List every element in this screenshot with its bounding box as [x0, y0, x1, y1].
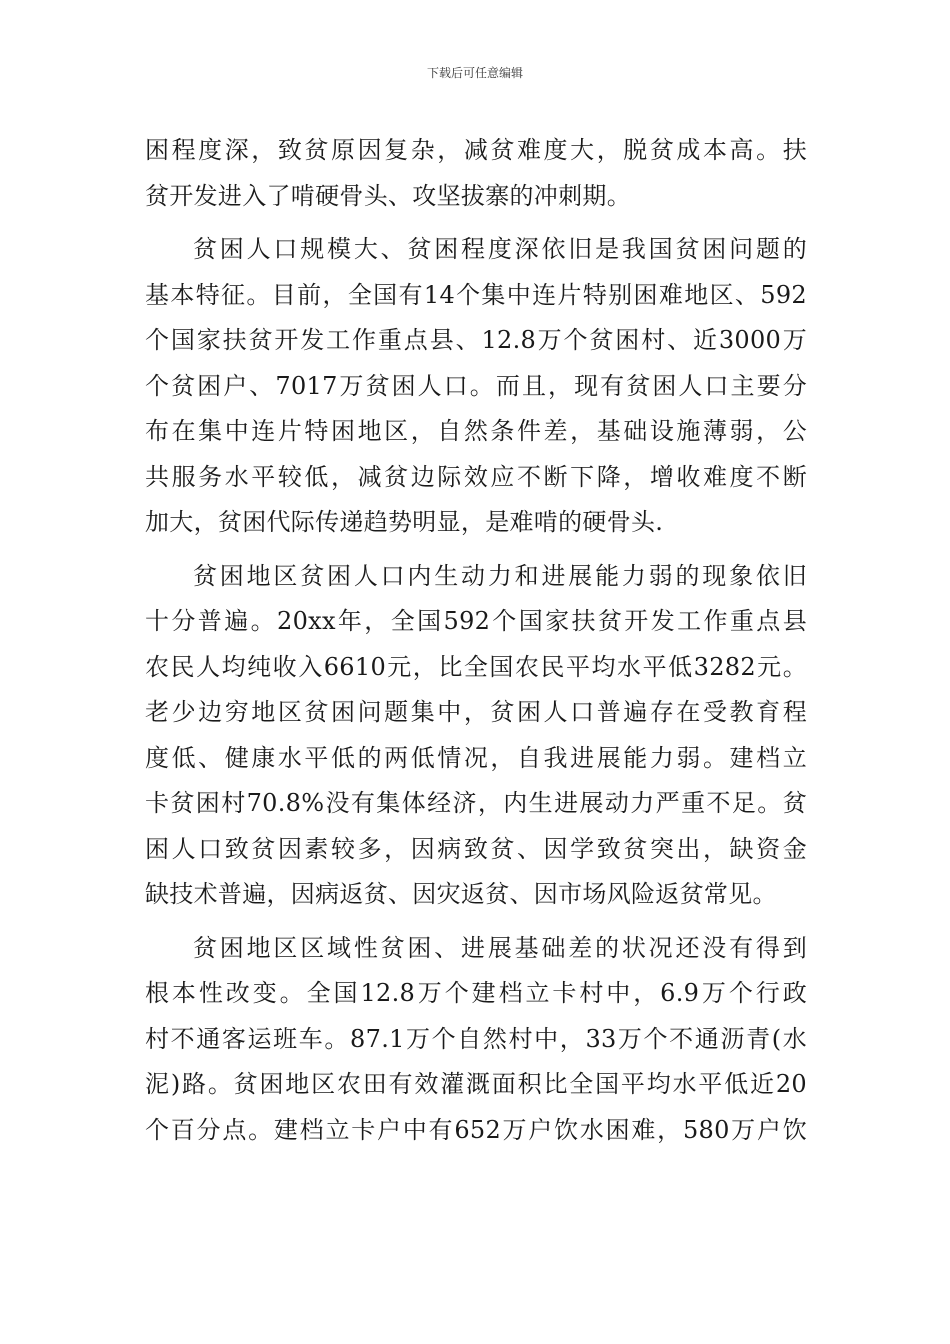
- paragraph-4: [145, 926, 807, 1154]
- text-line: 缺技术普遍，因病返贫、因灾返贫、因市场风险返贫常见。: [145, 880, 777, 908]
- text-line: 度低、健康水平低的两低情况，自我进展能力弱。建档立: [145, 743, 807, 772]
- text-line: 农民人均纯收入6610元，比全国农民平均水平低3282元。: [145, 652, 807, 681]
- text-line: 根本性改变。全国12.8万个建档立卡村中，6.9万个行政: [145, 979, 807, 1007]
- paragraph-3: [145, 554, 807, 918]
- text-line: 布在集中连片特困地区，自然条件差，基础设施薄弱，公: [145, 417, 807, 445]
- text-line: 贫开发进入了啃硬骨头、攻坚拔寨的冲刺期。: [145, 181, 631, 210]
- text-line: 困程度深，致贫原因复杂，减贫难度大，脱贫成本高。扶: [145, 136, 807, 164]
- text-line: 贫困地区贫困人口内生动力和进展能力弱的现象依旧: [193, 561, 807, 590]
- text-line: 个百分点。建档立卡户中有652万户饮水困难，580万户饮: [145, 1115, 807, 1144]
- page-header: 下载后可任意编辑: [426, 66, 523, 80]
- text-line: 卡贫困村70.8%没有集体经济，内生进展动力严重不足。贫: [145, 789, 807, 817]
- text-line: 基本特征。目前，全国有14个集中连片特别困难地区、592: [145, 280, 807, 309]
- text-line: 个贫困户、7017万贫困人口。而且，现有贫困人口主要分: [145, 371, 807, 400]
- text-line: 个国家扶贫开发工作重点县、12.8万个贫困村、近3000万: [145, 326, 807, 354]
- paragraph-1: [145, 128, 807, 219]
- text-line: 贫困地区区域性贫困、进展基础差的状况还没有得到: [193, 933, 807, 962]
- paragraph-2: [145, 227, 807, 546]
- text-line: 村不通客运班车。87.1万个自然村中，33万个不通沥青(水: [145, 1024, 807, 1053]
- text-line: 十分普遍。20xx年，全国592个国家扶贫开发工作重点县: [145, 607, 807, 635]
- document-body: [145, 128, 807, 1153]
- text-line: 老少边穷地区贫困问题集中，贫困人口普遍存在受教育程: [145, 698, 807, 726]
- text-line: 共服务水平较低，减贫边际效应不断下降，增收难度不断: [145, 462, 807, 491]
- text-line: 贫困人口规模大、贫困程度深依旧是我国贫困问题的: [193, 235, 807, 263]
- text-line: 加大，贫困代际传递趋势明显，是难啃的硬骨头.: [145, 508, 664, 536]
- text-line: 泥)路。贫困地区农田有效灌溉面积比全国平均水平低近20: [145, 1070, 807, 1098]
- text-line: 困人口致贫因素较多，因病致贫、因学致贫突出，缺资金: [145, 834, 807, 863]
